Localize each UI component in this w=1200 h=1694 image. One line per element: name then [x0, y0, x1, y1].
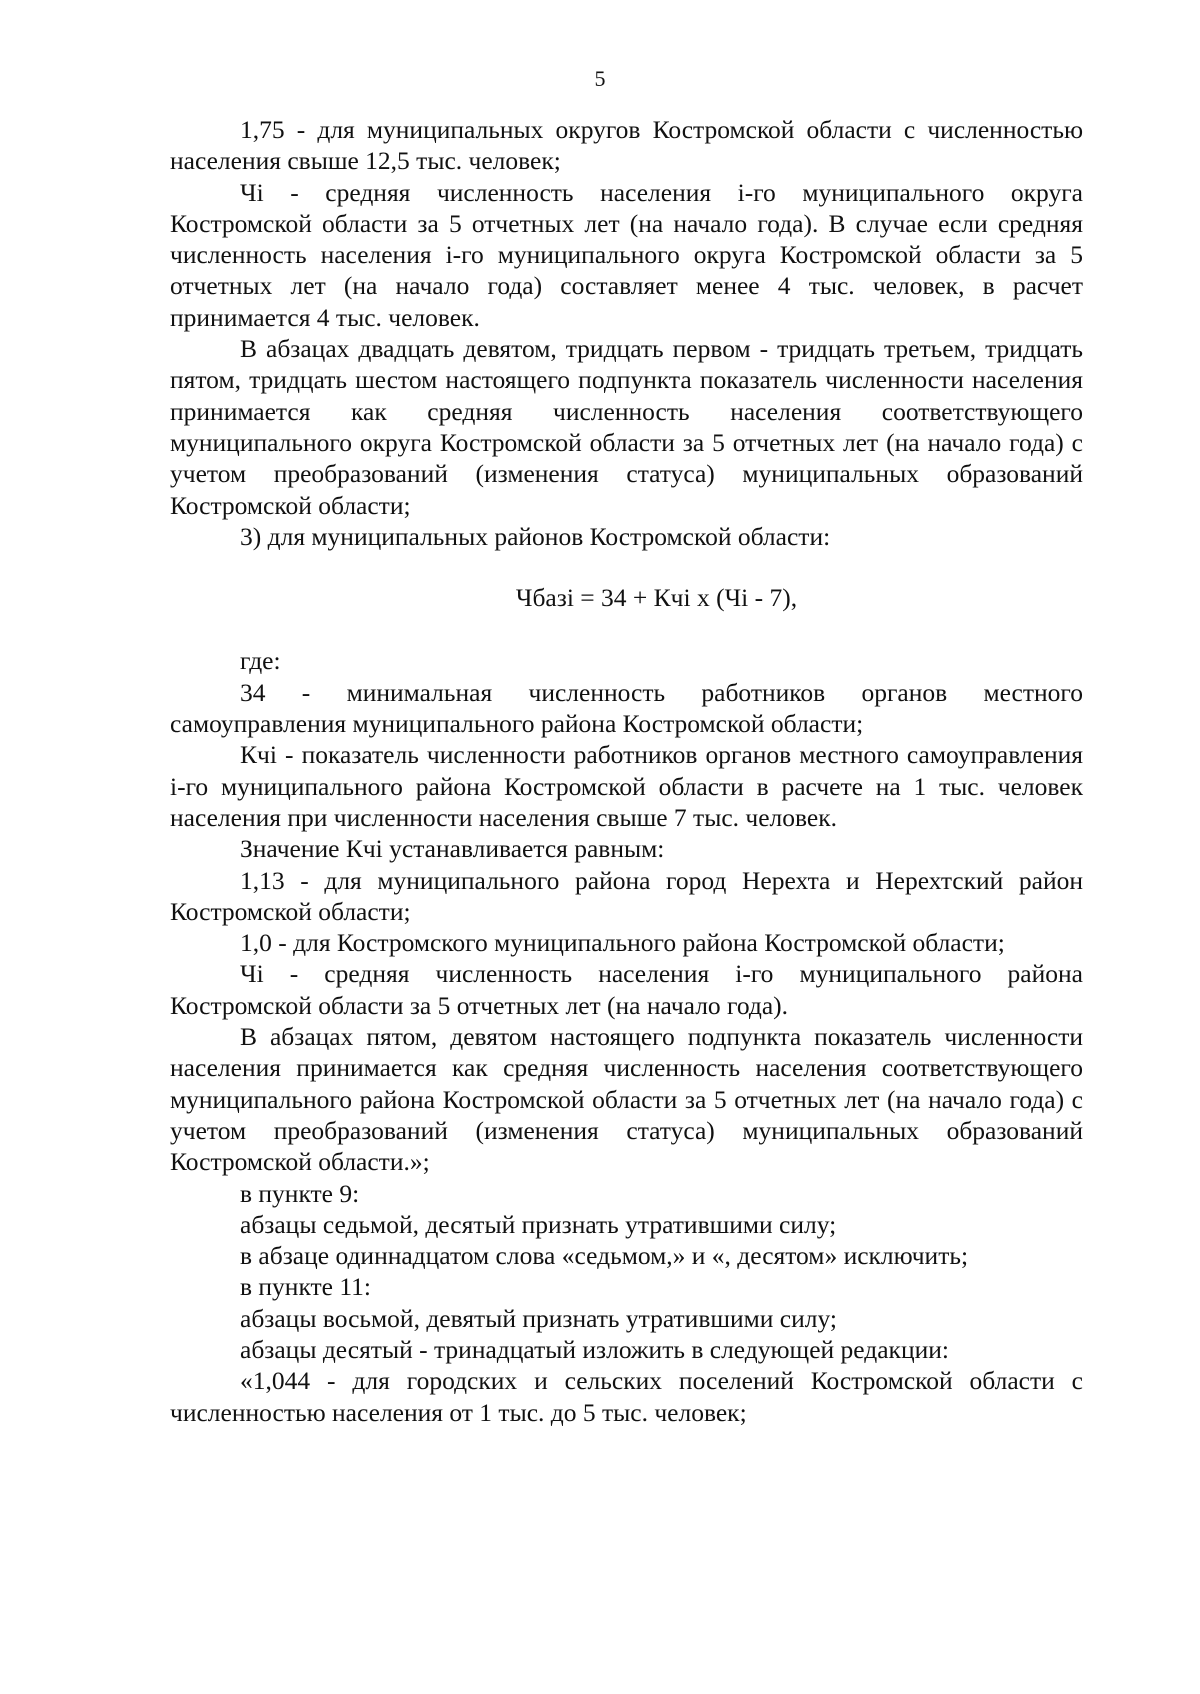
paragraph: 3) для муниципальных районов Костромской области: [240, 521, 831, 551]
paragraph: абзацы десятый - тринадцатый изложить в следующей редакции: [240, 1334, 949, 1364]
document-body [170, 114, 1083, 1428]
paragraph: Значение Кчi устанавливается равным: [240, 834, 665, 864]
where-label: где: [240, 646, 281, 676]
paragraph: абзацы восьмой, девятый признать утратившими силу; [240, 1303, 837, 1333]
page-number: 5 [594, 66, 606, 91]
paragraph: в пункте 9: [240, 1178, 360, 1208]
paragraph: в пункте 11: [240, 1272, 371, 1302]
paragraph: Кчi - показатель численности работников органов местного самоуправления i-го муниципального района Костромской области в расчете на 1 тыс. человек населения при численности населения свыше 7 тыс. человек. [170, 740, 1083, 832]
formula: Чбазi = 34 + Кчi х (Чi - 7), [515, 583, 798, 613]
paragraph: Чi - средняя численность населения i-го муниципального района Костромской области за 5 отчетных лет (на начало года). [170, 959, 1083, 1020]
paragraph: абзацы седьмой, десятый признать утратившими силу; [240, 1209, 837, 1239]
paragraph: «1,044 - для городских и сельских поселений Костромской области с численностью населения от 1 тыс. до 5 тыс. человек; [170, 1366, 1083, 1427]
paragraph: В абзацах двадцать девятом, тридцать первом - тридцать третьем, тридцать пятом, тридцать шестом настоящего подпункта показатель численности населения принимается как средняя численность населения соответствующего муниципального округа Костромской области за 5 отчетных лет (на начало года) с учетом преобразований (изменения статуса) муниципальных образований Костромской области; [170, 334, 1083, 520]
paragraph: 1,13 - для муниципального района город Нерехта и Нерехтский район Костромской области; [170, 865, 1083, 926]
paragraph: 34 - минимальная численность работников органов местного самоуправления муниципального района Костромской области; [170, 677, 1083, 739]
paragraph: в абзаце одиннадцатом слова «седьмом,» и «, десятом» исключить; [240, 1241, 969, 1271]
paragraph: В абзацах пятом, девятом настоящего подпункта показатель численности населения принимается как средняя численность населения соответствующего муниципального района Костромской области за 5 отчетных лет (на начало года) с учетом преобразований (изменения статуса) муниципальных образований Костромской области.»; [170, 1022, 1083, 1177]
paragraph: 1,75 - для муниципальных округов Костромской области с численностью населения свыше 12,5 тыс. человек; [170, 115, 1083, 176]
paragraph: 1,0 - для Костромского муниципального района Костромской области; [240, 928, 1005, 958]
paragraph: Чi - средняя численность населения i-го муниципального округа Костромской области за 5 отчетных лет (на начало года). В случае если средняя численность населения i-го муниципального округа Костромской области за 5 отчетных лет (на начало года) составляет менее 4 тыс. человек, в расчет принимается 4 тыс. человек. [170, 177, 1083, 332]
